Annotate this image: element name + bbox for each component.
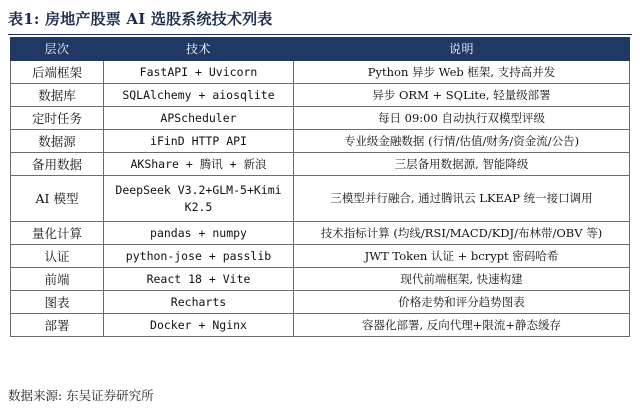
cell-layer: AI 模型 — [11, 176, 104, 222]
cell-tech: python-jose + passlib — [104, 245, 294, 268]
cell-layer: 数据源 — [11, 130, 104, 153]
caption-divider — [8, 34, 632, 35]
cell-desc: 专业级金融数据 (行情/估值/财务/资金流/公告) — [294, 130, 630, 153]
header-layer: 层次 — [11, 38, 104, 61]
cell-tech: iFinD HTTP API — [104, 130, 294, 153]
cell-layer: 部署 — [11, 314, 104, 337]
cell-layer: 后端框架 — [11, 61, 104, 84]
cell-desc: 现代前端框架, 快速构建 — [294, 268, 630, 291]
table-caption: 表1: 房地产股票 AI 选股系统技术列表 — [8, 10, 273, 28]
cell-desc: 每日 09:00 自动执行双模型评级 — [294, 107, 630, 130]
cell-desc: 三层备用数据源, 智能降级 — [294, 153, 630, 176]
cell-layer: 认证 — [11, 245, 104, 268]
cell-desc: 技术指标计算 (均线/RSI/MACD/KDJ/布林带/OBV 等) — [294, 222, 630, 245]
cell-tech: React 18 + Vite — [104, 268, 294, 291]
table-row — [11, 245, 630, 268]
cell-tech: APScheduler — [104, 107, 294, 130]
table-row — [11, 176, 630, 222]
tech-stack-table — [10, 37, 630, 337]
table-row — [11, 314, 630, 337]
table-row — [11, 291, 630, 314]
cell-layer: 备用数据 — [11, 153, 104, 176]
cell-layer: 量化计算 — [11, 222, 104, 245]
cell-tech: Recharts — [104, 291, 294, 314]
table-row — [11, 84, 630, 107]
table-row — [11, 130, 630, 153]
cell-desc: 价格走势和评分趋势图表 — [294, 291, 630, 314]
cell-tech: SQLAlchemy + aiosqlite — [104, 84, 294, 107]
table-header-row — [11, 38, 630, 61]
cell-desc: 三模型并行融合, 通过腾讯云 LKEAP 统一接口调用 — [294, 176, 630, 222]
cell-tech: Docker + Nginx — [104, 314, 294, 337]
cell-tech: pandas + numpy — [104, 222, 294, 245]
cell-layer: 图表 — [11, 291, 104, 314]
cell-layer: 定时任务 — [11, 107, 104, 130]
table-row — [11, 61, 630, 84]
header-desc: 说明 — [294, 38, 630, 61]
cell-layer: 数据库 — [11, 84, 104, 107]
table-row — [11, 268, 630, 291]
cell-tech: AKShare + 腾讯 + 新浪 — [104, 153, 294, 176]
cell-desc: Python 异步 Web 框架, 支持高并发 — [294, 61, 630, 84]
cell-desc: JWT Token 认证 + bcrypt 密码哈希 — [294, 245, 630, 268]
table-row — [11, 107, 630, 130]
cell-layer: 前端 — [11, 268, 104, 291]
cell-desc: 容器化部署, 反向代理+限流+静态缓存 — [294, 314, 630, 337]
table-row — [11, 222, 630, 245]
cell-desc: 异步 ORM + SQLite, 轻量级部署 — [294, 84, 630, 107]
cell-tech: FastAPI + Uvicorn — [104, 61, 294, 84]
source-note: 数据来源: 东吴证券研究所 — [8, 388, 154, 403]
cell-tech: DeepSeek V3.2+GLM-5+Kimi K2.5 — [104, 176, 294, 222]
table-row — [11, 153, 630, 176]
header-tech: 技术 — [104, 38, 294, 61]
